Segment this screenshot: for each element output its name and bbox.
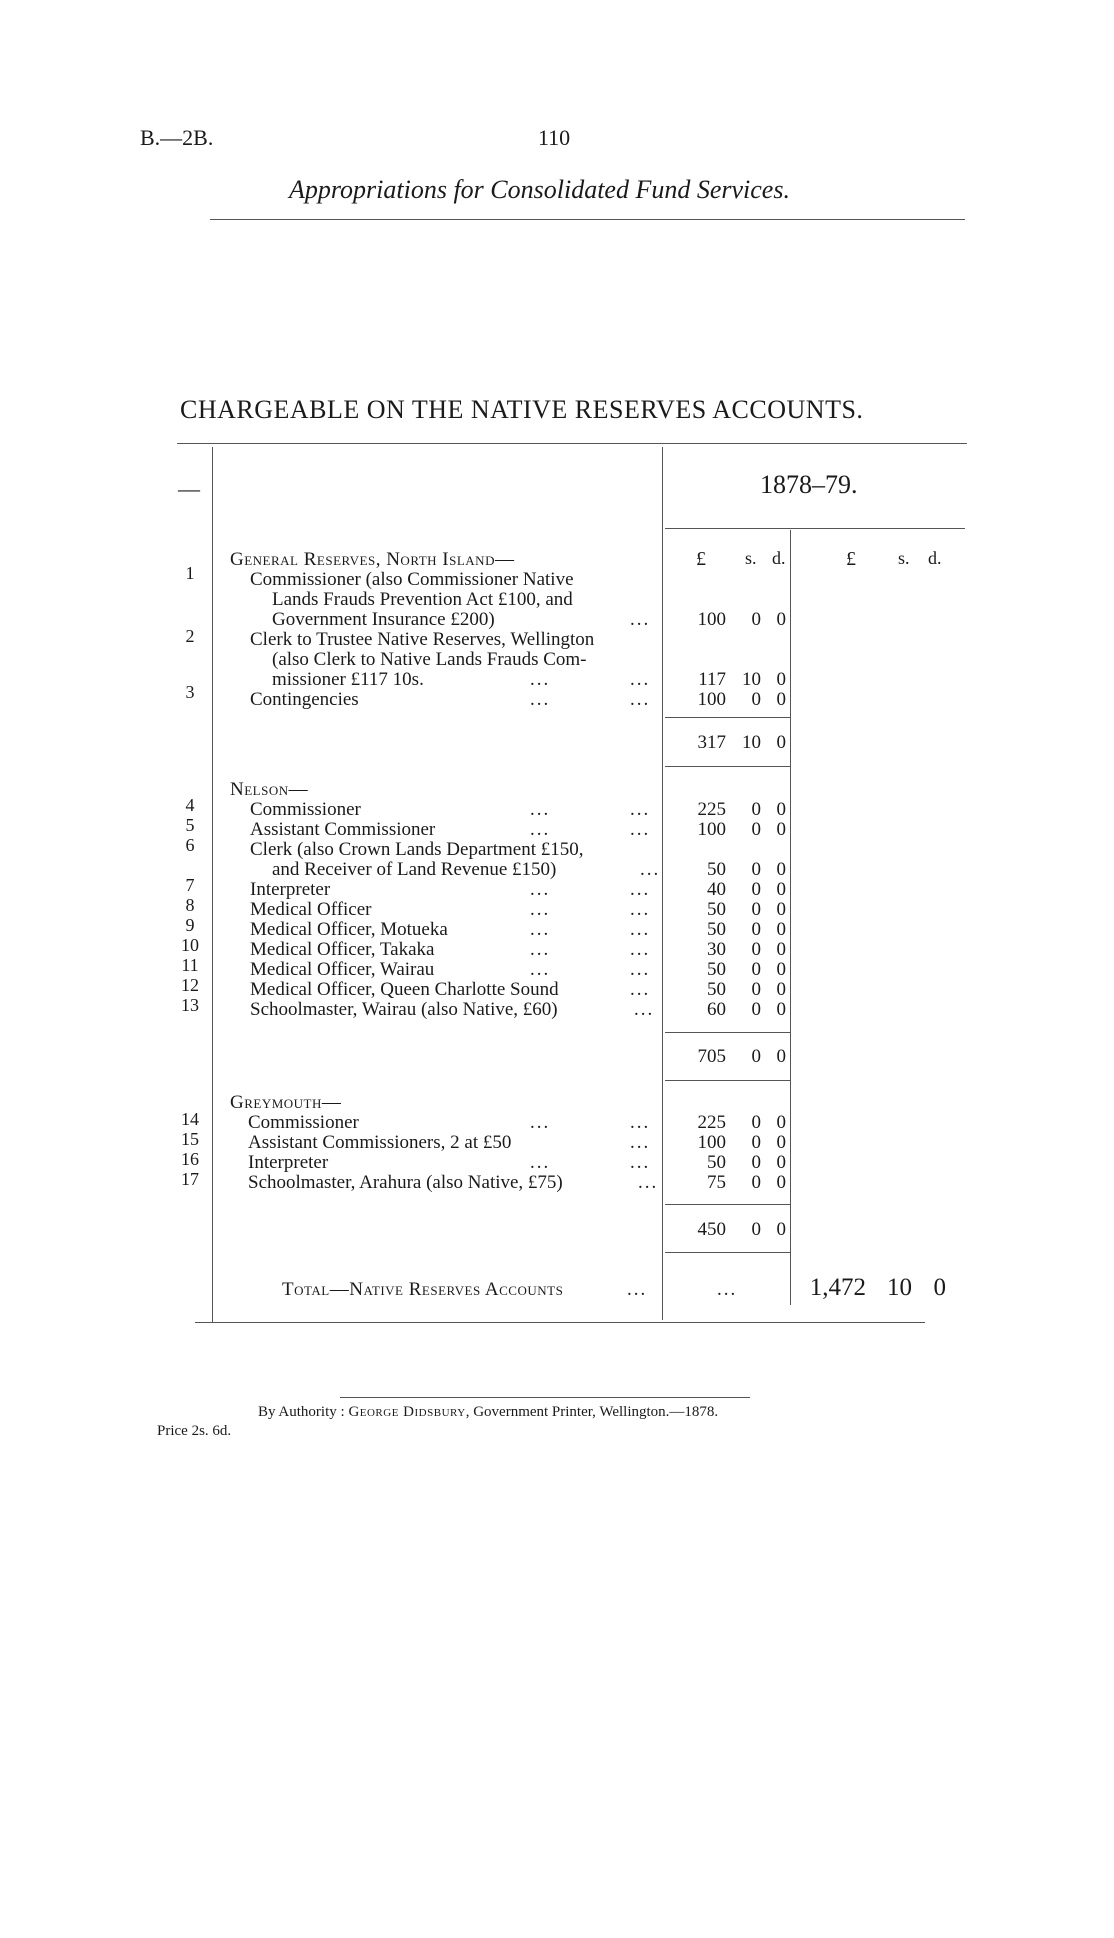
amount-pence: 0 xyxy=(776,799,786,820)
leader-dots: ... xyxy=(627,1279,648,1300)
leader-dots: ... xyxy=(630,919,651,940)
amount-shillings: 0 xyxy=(751,919,761,940)
amount-pence: 0 xyxy=(776,899,786,920)
amount-shillings: 0 xyxy=(751,689,761,710)
subtotal-pounds: 317 xyxy=(697,732,726,753)
amount-pence: 0 xyxy=(776,879,786,900)
table-title: CHARGEABLE ON THE NATIVE RESERVES ACCOUNTS. xyxy=(180,395,864,424)
row-description: Schoolmaster, Wairau (also Native, £60) xyxy=(250,999,558,1020)
row-description: and Receiver of Land Revenue £150) xyxy=(272,859,557,880)
leader-dots: ... xyxy=(530,669,551,690)
subtotal-rule-top xyxy=(665,1204,790,1205)
amount-pounds: 60 xyxy=(707,999,726,1020)
row-number: 13 xyxy=(181,995,199,1015)
leader-dots: ... xyxy=(530,899,551,920)
grand-total-shillings: 10 xyxy=(887,1274,912,1301)
section-heading-general-reserves: General Reserves, North Island— xyxy=(230,549,515,570)
leader-dots: ... xyxy=(530,919,551,940)
subtotal-pounds: 450 xyxy=(697,1219,726,1240)
subtotal-shillings: 0 xyxy=(751,1219,761,1240)
amount-shillings: 0 xyxy=(751,609,761,630)
row-number: 4 xyxy=(185,795,195,815)
leader-dots: ... xyxy=(630,939,651,960)
page-number: 110 xyxy=(538,125,571,150)
subtotal-shillings: 10 xyxy=(742,732,761,753)
subtotal-rule-bottom xyxy=(665,766,790,767)
amount-pounds: 50 xyxy=(707,959,726,980)
amount-pounds: 50 xyxy=(707,919,726,940)
row-number: 16 xyxy=(181,1149,199,1169)
subtotal-pence: 0 xyxy=(776,1046,786,1067)
amount-pounds: 50 xyxy=(707,1152,726,1173)
leader-dots: ... xyxy=(640,859,661,880)
leader-dots: ... xyxy=(530,1152,551,1173)
price: Price 2s. 6d. xyxy=(157,1423,232,1439)
amount-pounds: 40 xyxy=(707,879,726,900)
row-number: 11 xyxy=(181,955,199,975)
row-description: Assistant Commissioner xyxy=(250,819,436,840)
amount-pence: 0 xyxy=(776,1172,786,1193)
row-number: 14 xyxy=(181,1109,199,1129)
subtotal-rule-bottom xyxy=(665,1252,790,1253)
leader-dots: ... xyxy=(630,669,651,690)
amount-pounds: 75 xyxy=(707,1172,726,1193)
row-number: 17 xyxy=(181,1169,199,1189)
leader-dots: ... xyxy=(717,1279,738,1300)
row-description: Assistant Commissioners, 2 at £50 xyxy=(248,1132,512,1153)
leader-dots: ... xyxy=(638,1172,659,1193)
leader-dots: ... xyxy=(630,899,651,920)
amount-pence: 0 xyxy=(776,939,786,960)
row-description: Commissioner xyxy=(250,799,361,820)
amount-shillings: 0 xyxy=(751,859,761,880)
row-description: Clerk to Trustee Native Reserves, Wellington xyxy=(250,629,595,650)
leader-dots: ... xyxy=(530,819,551,840)
amount-pence: 0 xyxy=(776,819,786,840)
subtotal-pounds: 705 xyxy=(697,1046,726,1067)
subtotal-rule-bottom xyxy=(665,1080,790,1081)
grand-total-label: Total—Native Reserves Accounts xyxy=(282,1279,564,1300)
amount-pounds: 225 xyxy=(697,799,726,820)
leader-dots: ... xyxy=(530,689,551,710)
amount-pounds: 117 xyxy=(698,669,726,690)
section-heading-greymouth: Greymouth— xyxy=(230,1092,342,1113)
row-number: 3 xyxy=(185,682,195,702)
row-description: Medical Officer xyxy=(250,899,372,920)
col-divider-number xyxy=(212,447,213,1322)
amount-pence: 0 xyxy=(776,959,786,980)
amount-shillings: 0 xyxy=(751,819,761,840)
leader-dots: ... xyxy=(530,939,551,960)
leader-dots: ... xyxy=(630,1112,651,1133)
authority-prefix: By Authority : xyxy=(258,1404,345,1420)
row-description: Medical Officer, Takaka xyxy=(250,939,435,960)
items-pound-header: £ xyxy=(696,548,706,570)
row-number: 15 xyxy=(181,1129,199,1149)
items-pence-header: d. xyxy=(772,548,786,568)
leader-dots: ... xyxy=(530,879,551,900)
amount-pounds: 225 xyxy=(697,1112,726,1133)
row-description: Government Insurance £200) xyxy=(272,609,495,630)
document-ref: B.—2B. xyxy=(140,125,214,150)
subtotal-rule-top xyxy=(665,717,790,718)
row-description: Medical Officer, Motueka xyxy=(250,919,448,940)
row-description: Contingencies xyxy=(250,689,359,710)
page-subtitle: Appropriations for Consolidated Fund Services. xyxy=(289,175,790,204)
leader-dots: ... xyxy=(630,689,651,710)
amount-pounds: 100 xyxy=(697,609,726,630)
leader-dots: ... xyxy=(630,959,651,980)
amount-pence: 0 xyxy=(776,1152,786,1173)
amount-pounds: 50 xyxy=(707,899,726,920)
row-description: Interpreter xyxy=(248,1152,329,1173)
footer-rule xyxy=(340,1397,750,1398)
row-number: 10 xyxy=(181,935,199,955)
row-description: Commissioner (also Commissioner Native xyxy=(250,569,574,590)
row-number: 8 xyxy=(185,895,195,915)
row-number: 2 xyxy=(185,626,195,646)
leader-dots: ... xyxy=(630,609,651,630)
amount-pence: 0 xyxy=(776,1132,786,1153)
amount-shillings: 0 xyxy=(751,959,761,980)
total-shilling-header: s. xyxy=(898,548,910,568)
row-number: 9 xyxy=(185,915,195,935)
year-underline xyxy=(665,528,965,529)
row-description: Schoolmaster, Arahura (also Native, £75) xyxy=(248,1172,563,1193)
row-number: 5 xyxy=(185,815,195,835)
amount-shillings: 0 xyxy=(751,1112,761,1133)
amount-pence: 0 xyxy=(776,669,786,690)
amount-pounds: 50 xyxy=(707,979,726,1000)
amount-pounds: 100 xyxy=(697,689,726,710)
amount-shillings: 0 xyxy=(751,939,761,960)
amount-pence: 0 xyxy=(776,919,786,940)
amount-shillings: 0 xyxy=(751,879,761,900)
total-pence-header: d. xyxy=(928,548,942,568)
amount-shillings: 0 xyxy=(751,1132,761,1153)
subtotal-shillings: 0 xyxy=(751,1046,761,1067)
leader-dots: ... xyxy=(630,799,651,820)
amount-shillings: 0 xyxy=(751,979,761,1000)
row-description: Interpreter xyxy=(250,879,331,900)
amount-pence: 0 xyxy=(776,689,786,710)
year-header: 1878–79. xyxy=(760,470,858,499)
amount-shillings: 0 xyxy=(751,999,761,1020)
leader-dots: ... xyxy=(630,979,651,1000)
col-divider-description xyxy=(662,447,663,1320)
amount-pence: 0 xyxy=(776,1112,786,1133)
row-number: 1 xyxy=(185,563,195,583)
subtotal-pence: 0 xyxy=(776,732,786,753)
amount-shillings: 0 xyxy=(751,899,761,920)
section-heading-nelson: Nelson— xyxy=(230,779,309,800)
leader-dots: ... xyxy=(630,819,651,840)
row-number: 6 xyxy=(185,835,195,855)
printer-authority xyxy=(258,1404,718,1421)
amount-pounds: 30 xyxy=(707,939,726,960)
row-description: Lands Frauds Prevention Act £100, and xyxy=(272,589,573,610)
table-bottom-rule xyxy=(195,1322,925,1323)
leader-dots: ... xyxy=(630,879,651,900)
amount-shillings: 0 xyxy=(751,799,761,820)
amount-pence: 0 xyxy=(776,609,786,630)
items-shilling-header: s. xyxy=(745,548,757,568)
amount-pence: 0 xyxy=(776,999,786,1020)
subtotal-rule-top xyxy=(665,1032,790,1033)
col-divider-total xyxy=(790,530,791,1305)
amount-shillings: 0 xyxy=(751,1152,761,1173)
row-description: missioner £117 10s. xyxy=(272,669,424,690)
amount-shillings: 10 xyxy=(742,669,761,690)
total-pound-header: £ xyxy=(846,548,856,570)
row-description: (also Clerk to Native Lands Frauds Com- xyxy=(272,649,587,670)
row-description: Medical Officer, Wairau xyxy=(250,959,435,980)
authority-suffix: , Government Printer, Wellington.—1878. xyxy=(465,1404,719,1420)
amount-pounds: 100 xyxy=(697,1132,726,1153)
amount-shillings: 0 xyxy=(751,1172,761,1193)
grand-total-pence: 0 xyxy=(933,1274,946,1301)
row-description: Commissioner xyxy=(248,1112,359,1133)
printer-name: George Didsbury xyxy=(348,1404,466,1420)
amount-pounds: 50 xyxy=(707,859,726,880)
header-rule xyxy=(210,219,965,220)
leader-dots: ... xyxy=(630,1152,651,1173)
number-column-dash: — xyxy=(178,476,200,501)
row-number: 12 xyxy=(181,975,199,995)
leader-dots: ... xyxy=(530,799,551,820)
leader-dots: ... xyxy=(634,999,655,1020)
table-top-rule xyxy=(177,443,967,444)
amount-pounds: 100 xyxy=(697,819,726,840)
grand-total-pounds: 1,472 xyxy=(809,1274,866,1301)
amount-pence: 0 xyxy=(776,859,786,880)
subtotal-pence: 0 xyxy=(776,1219,786,1240)
leader-dots: ... xyxy=(630,1132,651,1153)
leader-dots: ... xyxy=(530,959,551,980)
row-number: 7 xyxy=(185,875,195,895)
amount-pence: 0 xyxy=(776,979,786,1000)
leader-dots: ... xyxy=(530,1112,551,1133)
row-description: Medical Officer, Queen Charlotte Sound xyxy=(250,979,559,1000)
row-description: Clerk (also Crown Lands Department £150, xyxy=(250,839,584,860)
